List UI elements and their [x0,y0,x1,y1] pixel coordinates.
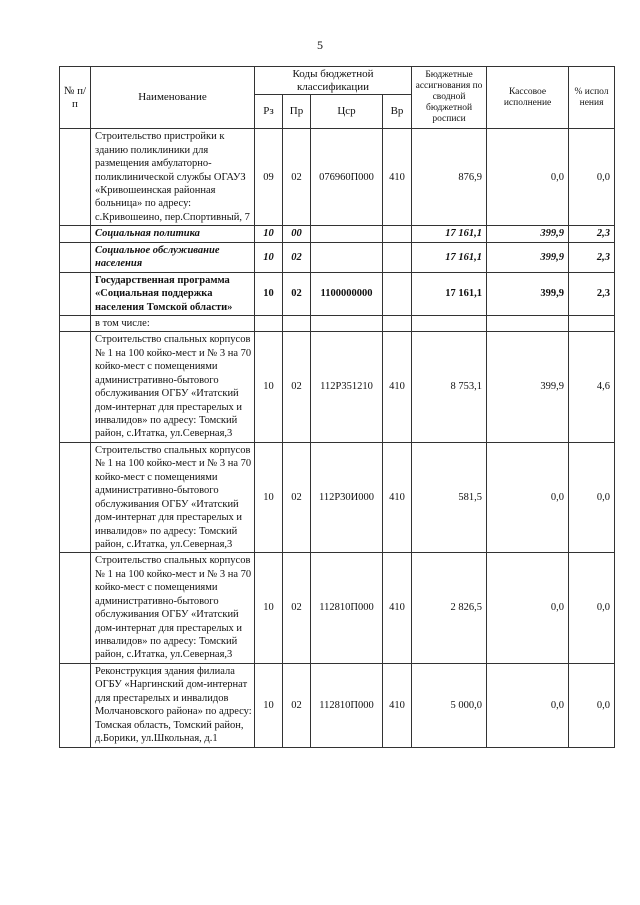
cell-csr: 112Р351210 [311,332,383,443]
table-row [60,272,615,315]
cell-num [60,242,91,272]
cell-rz: 10 [255,332,283,443]
cell-vr [383,315,412,331]
cell-vr [383,226,412,242]
cell-assign: 581,5 [412,442,487,553]
cell-rz: 10 [255,242,283,272]
cell-csr [311,242,383,272]
cell-rz: 10 [255,272,283,315]
cell-pr: 02 [283,553,311,664]
cell-vr: 410 [383,332,412,443]
cell-rz: 10 [255,442,283,553]
cell-csr: 112810П000 [311,663,383,747]
table-row [60,226,615,242]
header-name: Наименование [91,67,255,129]
header-num: № п/п [60,67,91,129]
header-csr: Цср [311,95,383,129]
cell-name: Реконструкция здания филиала ОГБУ «Наргинский дом-интернат для престарелых и инвалидов Молчановского района» по адресу: Томская область, Томский район, д.Борики, ул.Школьная, д.1 [91,663,255,747]
cell-assign: 8 753,1 [412,332,487,443]
cell-pct [569,315,615,331]
cell-cash: 399,9 [487,272,569,315]
cell-num [60,129,91,226]
cell-cash [487,315,569,331]
cell-pr: 02 [283,242,311,272]
cell-name: в том числе: [91,315,255,331]
header-vr: Вр [383,95,412,129]
cell-vr [383,272,412,315]
header-pr: Пр [283,95,311,129]
table-row [60,553,615,664]
header-cash: Кассовое исполнение [487,67,569,129]
table-row [60,442,615,553]
cell-pct: 0,0 [569,442,615,553]
table-row [60,242,615,272]
table-body [60,129,615,747]
table-row [60,315,615,331]
cell-cash: 0,0 [487,553,569,664]
cell-rz: 10 [255,226,283,242]
cell-name: Строительство пристройки к зданию поликлиники для размещения амбулаторно-поликлинической службы ОГАУЗ «Кривошеинская районная больница» по адресу: с.Кривошеино, пер.Спортивный, 7 [91,129,255,226]
cell-rz [255,315,283,331]
cell-assign: 5 000,0 [412,663,487,747]
cell-csr: 076960П000 [311,129,383,226]
cell-num [60,442,91,553]
cell-assign: 17 161,1 [412,272,487,315]
table-row [60,663,615,747]
cell-cash: 0,0 [487,442,569,553]
table-row [60,332,615,443]
cell-pr: 02 [283,442,311,553]
cell-num [60,553,91,664]
cell-name: Строительство спальных корпусов № 1 на 100 койко-мест и № 3 на 70 койко-мест с помещениями административно-бытового обслуживания ОГБУ «Итатский дом-интернат для престарелых и инвалидов» по адресу: Томский район, с.Итатка, ул.Северная,3 [91,442,255,553]
header-pct: % испол нения [569,67,615,129]
cell-csr [311,315,383,331]
cell-rz: 10 [255,663,283,747]
cell-pct: 0,0 [569,663,615,747]
cell-pr: 02 [283,332,311,443]
cell-cash: 0,0 [487,129,569,226]
table-row [60,129,615,226]
cell-name: Государственная программа «Социальная поддержка населения Томской области» [91,272,255,315]
cell-pct: 0,0 [569,129,615,226]
cell-vr [383,242,412,272]
cell-pct: 2,3 [569,226,615,242]
cell-pct: 2,3 [569,272,615,315]
cell-pct: 0,0 [569,553,615,664]
cell-cash: 399,9 [487,226,569,242]
cell-vr: 410 [383,442,412,553]
cell-pct: 2,3 [569,242,615,272]
cell-pr: 00 [283,226,311,242]
cell-csr: 1100000000 [311,272,383,315]
cell-pr: 02 [283,272,311,315]
cell-name: Строительство спальных корпусов № 1 на 100 койко-мест и № 3 на 70 койко-мест с помещениями административно-бытового обслуживания ОГБУ «Итатский дом-интернат для престарелых и инвалидов» по адресу: Томский район, с.Итатка, ул.Северная,3 [91,553,255,664]
cell-pr: 02 [283,129,311,226]
cell-pr [283,315,311,331]
cell-assign [412,315,487,331]
budget-table [59,66,615,748]
cell-rz: 10 [255,553,283,664]
cell-vr: 410 [383,553,412,664]
header-codes: Коды бюджетной классификации [255,67,412,95]
page-number: 5 [317,38,323,52]
cell-num [60,272,91,315]
cell-vr: 410 [383,663,412,747]
cell-name: Социальная политика [91,226,255,242]
cell-cash: 399,9 [487,242,569,272]
cell-csr [311,226,383,242]
cell-csr: 112Р30И000 [311,442,383,553]
cell-cash: 0,0 [487,663,569,747]
cell-assign: 17 161,1 [412,226,487,242]
cell-num [60,663,91,747]
cell-pct: 4,6 [569,332,615,443]
cell-num [60,226,91,242]
header-rz: Рз [255,95,283,129]
cell-num [60,315,91,331]
header-assign: Бюджетные ассигнования по сводной бюджетной росписи [412,67,487,129]
cell-vr: 410 [383,129,412,226]
cell-assign: 2 826,5 [412,553,487,664]
cell-cash: 399,9 [487,332,569,443]
cell-assign: 876,9 [412,129,487,226]
cell-assign: 17 161,1 [412,242,487,272]
cell-num [60,332,91,443]
cell-pr: 02 [283,663,311,747]
cell-name: Строительство спальных корпусов № 1 на 100 койко-мест и № 3 на 70 койко-мест с помещениями административно-бытового обслуживания ОГБУ «Итатский дом-интернат для престарелых и инвалидов» по адресу: Томский район, с.Итатка, ул.Северная,3 [91,332,255,443]
cell-csr: 112810П000 [311,553,383,664]
cell-name: Социальное обслуживание населения [91,242,255,272]
cell-rz: 09 [255,129,283,226]
